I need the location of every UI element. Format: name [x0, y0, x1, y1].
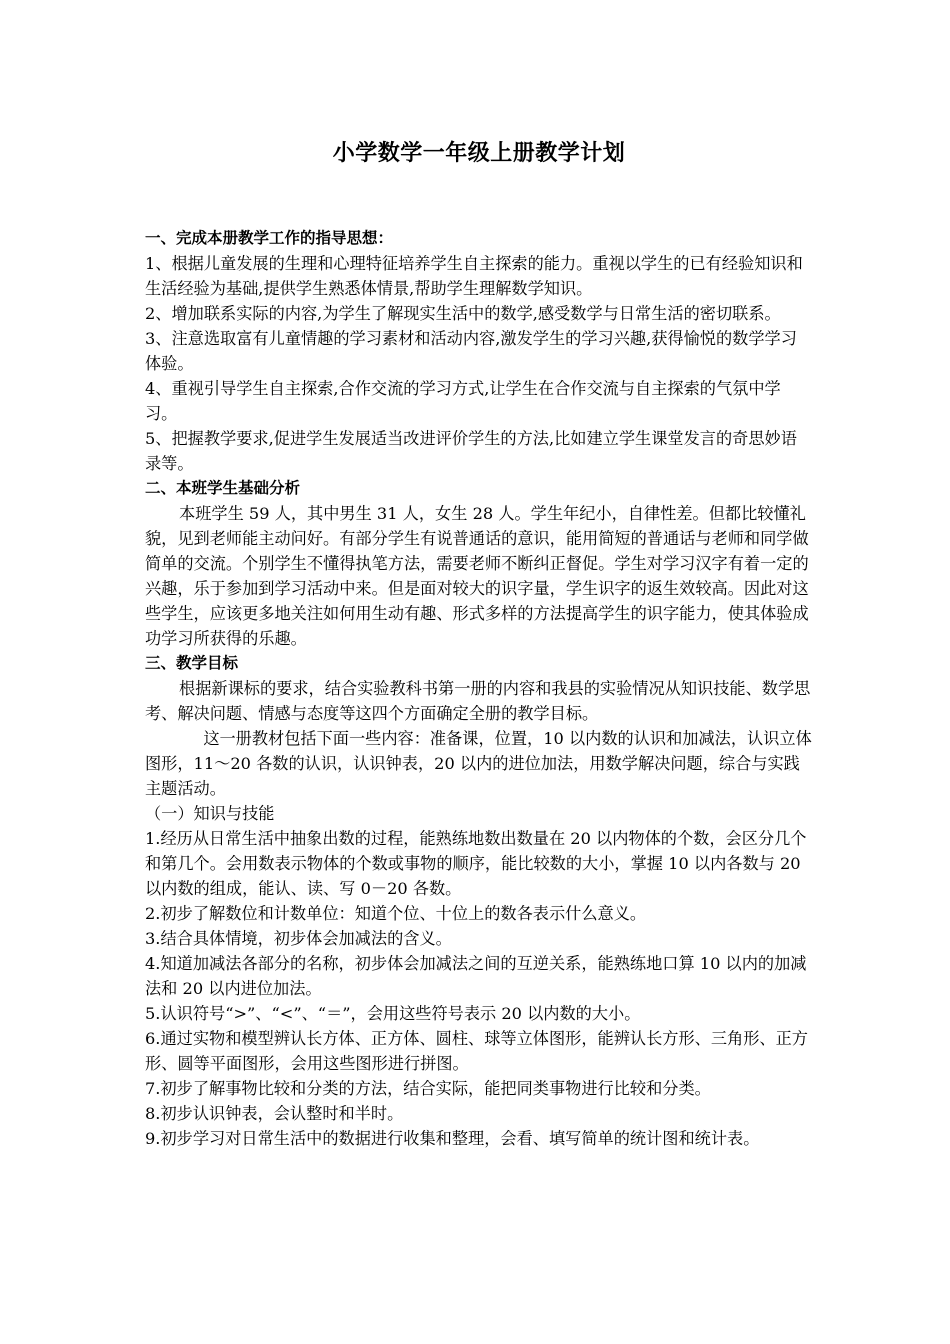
teaching-goals-paragraph-2: 这一册教材包括下面一些内容：准备课，位置，10 以内数的认识和加减法，认识立体图形，11～20 各数的认识，认识钟表，20 以内的进位加法，用数学解决问题，综合与实践主题活动。 [145, 729, 812, 798]
goal-item-6: 6.通过实物和模型辨认长方体、正方体、圆柱、球等立体图形，能辨认长方形、三角形、正方形、圆等平面图形，会用这些图形进行拼图。 [145, 1029, 808, 1073]
goal-item-7: 7.初步了解事物比较和分类的方法，结合实际，能把同类事物进行比较和分类。 [145, 1079, 711, 1098]
goal-item-9: 9.初步学习对日常生活中的数据进行收集和整理，会看、填写简单的统计图和统计表。 [145, 1129, 760, 1148]
guiding-item-1: 1、根据儿童发展的生理和心理特征培养学生自主探索的能力。重视以学生的已有经验知识和生活经验为基础,提供学生熟悉体情景,帮助学生理解数学知识。 [145, 254, 803, 298]
goal-item-4: 4.知道加减法各部分的名称，初步体会加减法之间的互逆关系，能熟练地口算 10 以内的加减法和 20 以内进位加法。 [145, 954, 807, 998]
document-body [145, 226, 813, 1151]
guiding-item-3: 3、注意选取富有儿童情趣的学习素材和活动内容,激发学生的学习兴趣,获得愉悦的数学学习体验。 [145, 329, 797, 373]
goal-item-1: 1.经历从日常生活中抽象出数的过程，能熟练地数出数量在 20 以内物体的个数，会区分几个和第几个。会用数表示物体的个数或事物的顺序，能比较数的大小，掌握 10 以内各数与 20 以内数的组成，能认、读、写 0－20 各数。 [145, 829, 807, 898]
teaching-goals-paragraph-1: 根据新课标的要求，结合实验教科书第一册的内容和我县的实验情况从知识技能、数学思考、解决问题、情感与态度等这四个方面确定全册的教学目标。 [145, 679, 811, 723]
guiding-item-2: 2、增加联系实际的内容,为学生了解现实生活中的数学,感受数学与日常生活的密切联系。 [145, 304, 781, 323]
goal-item-5: 5.认识符号“>”、“<”、“＝”，会用这些符号表示 20 以内数的大小。 [145, 1004, 641, 1023]
section-heading-teaching-goals: 三、教学目标 [145, 654, 239, 672]
subheading-knowledge-skills: （一）知识与技能 [145, 804, 275, 823]
section-heading-guiding-ideas: 一、完成本册教学工作的指导思想： [145, 229, 394, 247]
guiding-item-4: 4、重视引导学生自主探索,合作交流的学习方式,让学生在合作交流与自主探索的气氛中学习。 [145, 379, 781, 423]
document-title: 小学数学一年级上册教学计划 [332, 141, 626, 166]
goal-item-8: 8.初步认识钟表，会认整时和半时。 [145, 1104, 404, 1123]
guiding-item-5: 5、把握教学要求,促进学生发展适当改进评价学生的方法,比如建立学生课堂发言的奇思妙语录等。 [145, 429, 797, 473]
student-analysis-paragraph: 本班学生 59 人，其中男生 31 人，女生 28 人。学生年纪小，自律性差。但都比较懂礼貌，见到老师能主动问好。有部分学生有说普通话的意识，能用简短的普通话与老师和同学做简单的交流。个别学生不懂得执笔方法，需要老师不断纠正督促。学生对学习汉字有着一定的兴趣，乐于参加到学习活动中来。但是面对较大的识字量，学生识字的返生效较高。因此对这些学生，应该更多地关注如何用生动有趣、形式多样的方法提高学生的识字能力，使其体验成功学习所获得的乐趣。 [145, 504, 809, 648]
goal-item-2: 2.初步了解数位和计数单位：知道个位、十位上的数各表示什么意义。 [145, 904, 647, 923]
goal-item-3: 3.结合具体情境，初步体会加减法的含义。 [145, 929, 452, 948]
section-heading-student-analysis: 二、本班学生基础分析 [145, 479, 301, 497]
